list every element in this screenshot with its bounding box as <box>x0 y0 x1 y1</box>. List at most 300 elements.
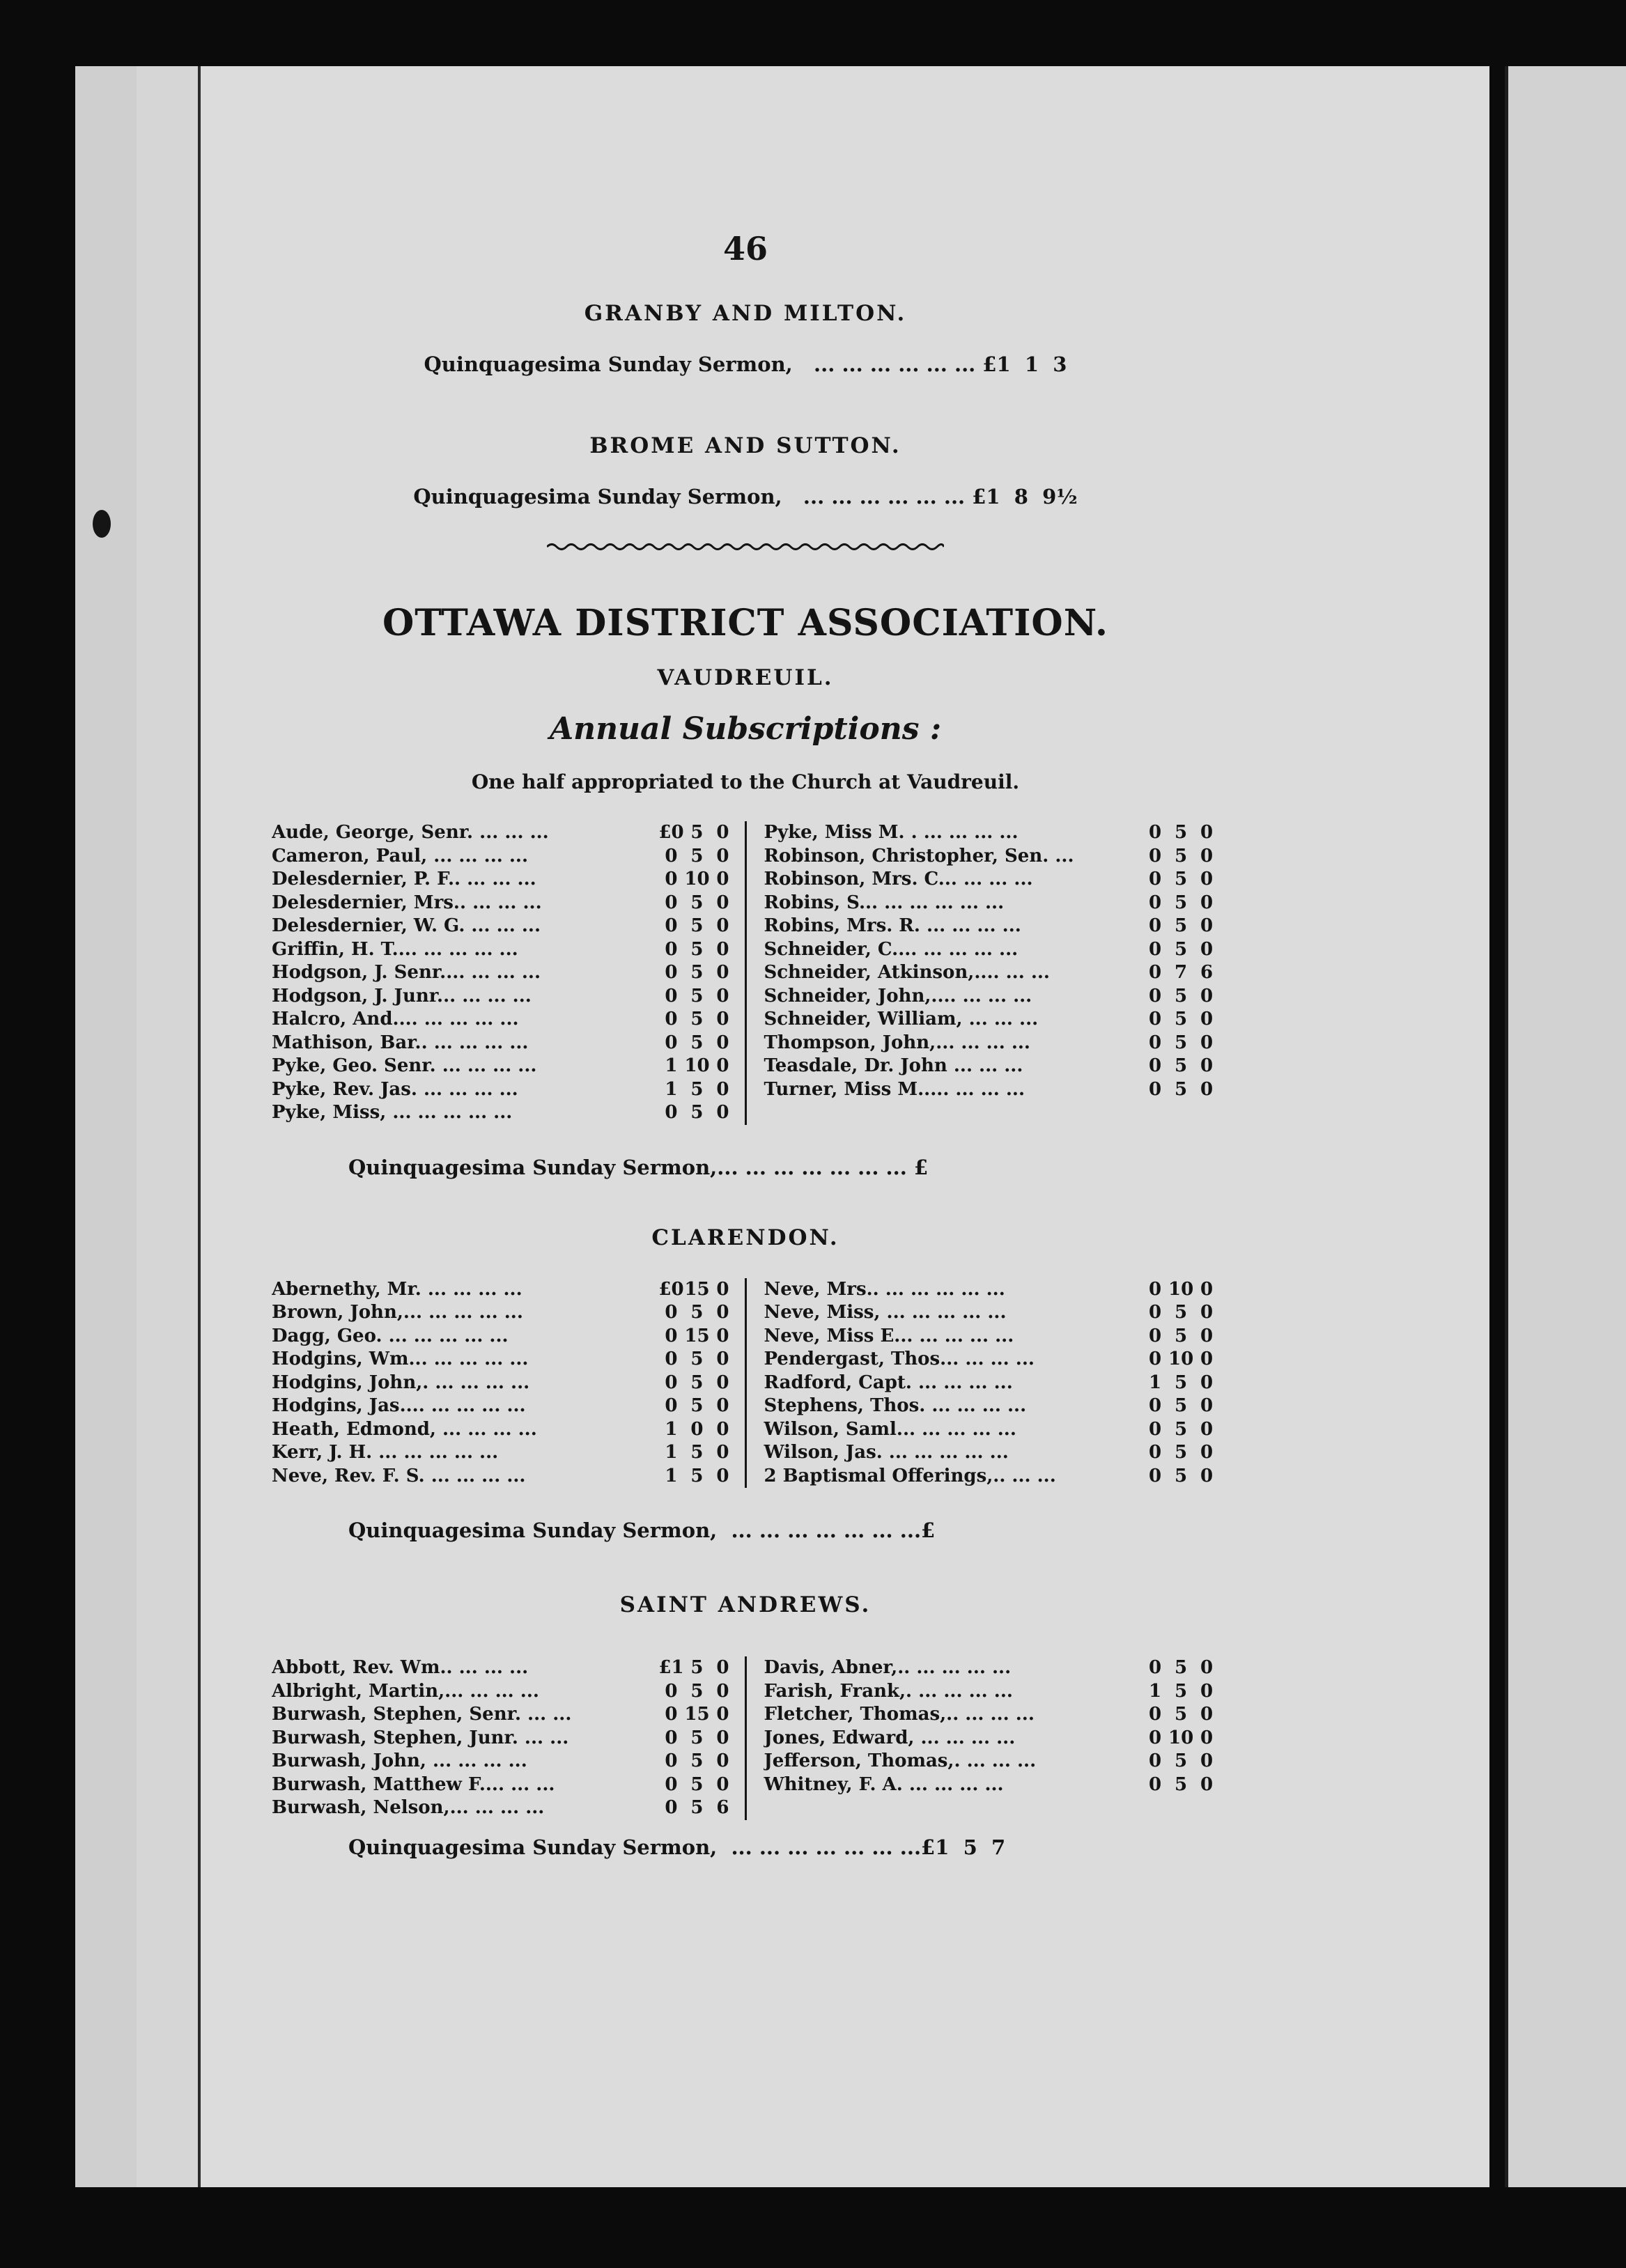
amount-pounds: 0 <box>665 1750 678 1771</box>
subscriber-name: Farish, Frank,. ... ... ... ... <box>764 1680 1013 1702</box>
amount-pounds: 0 <box>665 1372 678 1393</box>
amount-pence: 0 <box>1200 1009 1214 1030</box>
amount-shillings: 5 <box>1174 938 1188 960</box>
amount-pounds: 0 <box>1148 869 1162 890</box>
subscriber-row <box>272 1418 735 1442</box>
subscriber-name: Neve, Rev. F. S. ... ... ... ... <box>272 1465 526 1486</box>
amount-pounds: 1 <box>1148 1372 1162 1393</box>
subscriber-row <box>272 1441 735 1465</box>
amount-shillings: 5 <box>1174 1032 1188 1053</box>
amount-shillings: 5 <box>690 845 704 867</box>
amount-pence: 0 <box>716 1395 729 1416</box>
saint-andrews-left-column <box>272 1656 747 1820</box>
subscriber-row <box>272 1727 735 1750</box>
subscription-amount <box>1143 1703 1219 1727</box>
amount-pence: 0 <box>1200 869 1214 890</box>
amount-pence: 0 <box>716 1773 729 1795</box>
subscriber-name: Pyke, Miss, ... ... ... ... ... <box>272 1102 513 1123</box>
amount-pence: 0 <box>1200 915 1214 936</box>
amount-shillings: 10 <box>684 1055 710 1076</box>
subscriber-name: Robins, Mrs. R. ... ... ... ... <box>764 915 1021 936</box>
subscription-amount <box>1143 821 1219 845</box>
subscription-amount <box>658 1656 735 1680</box>
subscriber-row <box>272 1325 735 1349</box>
amount-shillings: 5 <box>1174 1442 1188 1463</box>
subscription-amount <box>1143 1372 1219 1395</box>
amount-pence: 0 <box>716 1704 729 1725</box>
subscriber-row <box>272 1773 735 1797</box>
subscriber-name: Pyke, Rev. Jas. ... ... ... ... <box>272 1078 518 1100</box>
amount-shillings: 5 <box>1174 1657 1188 1678</box>
amount-pounds: 0 <box>665 1102 678 1123</box>
amount-pounds: 0 <box>1148 845 1162 867</box>
subscription-amount <box>658 1465 735 1489</box>
subscriber-row <box>272 1703 735 1727</box>
amount-shillings: 15 <box>684 1325 710 1346</box>
amount-pence: 0 <box>1200 1395 1214 1416</box>
subscriber-name: Davis, Abner,.. ... ... ... ... <box>764 1657 1012 1678</box>
amount-pence: 6 <box>716 1797 729 1818</box>
subscriber-row <box>764 1703 1219 1727</box>
subscriber-name: Burwash, John, ... ... ... ... <box>272 1750 527 1771</box>
vaudreuil-sermon: Quinquagesima Sunday Sermon,... ... ... ... ... ... ... £ <box>348 1155 929 1179</box>
subscription-amount <box>1143 1008 1219 1032</box>
subscriber-name: Fletcher, Thomas,.. ... ... ... <box>764 1704 1035 1725</box>
amount-shillings: 5 <box>690 1395 704 1416</box>
subscriber-name: Hodgins, Jas.... ... ... ... ... <box>272 1395 526 1416</box>
subscriber-row <box>272 961 735 985</box>
amount-shillings: 10 <box>1168 1727 1194 1748</box>
amount-pence: 0 <box>1200 1325 1214 1346</box>
amount-shillings: 15 <box>684 1278 710 1300</box>
subscription-amount <box>1143 1465 1219 1489</box>
subscriber-row <box>764 1325 1219 1349</box>
amount-pounds: 0 <box>1148 892 1162 913</box>
subscriber-name: Burwash, Stephen, Junr. ... ... <box>272 1727 569 1748</box>
amount-pence: 0 <box>1200 1773 1214 1795</box>
subscriber-name: Albright, Martin,... ... ... ... <box>272 1680 539 1702</box>
amount-pounds: 0 <box>665 938 678 960</box>
amount-pence: 0 <box>716 1680 729 1702</box>
amount-shillings: 5 <box>1174 892 1188 913</box>
subscription-amount <box>658 892 735 915</box>
amount-pence: 0 <box>1200 1055 1214 1076</box>
amount-pence: 0 <box>716 1278 729 1300</box>
subscriber-row <box>272 821 735 845</box>
subscriber-row <box>764 1773 1219 1797</box>
amount-pence: 0 <box>716 985 729 1007</box>
subscriber-name: Delesdernier, W. G. ... ... ... <box>272 915 541 936</box>
subscriber-row <box>272 1008 735 1032</box>
subscriber-name: Stephens, Thos. ... ... ... ... <box>764 1395 1027 1416</box>
amount-pounds: 1 <box>1148 1680 1162 1702</box>
clarendon-subscriptions <box>272 1278 1219 1489</box>
amount-shillings: 5 <box>1174 1372 1188 1393</box>
amount-shillings: 5 <box>690 1465 704 1486</box>
amount-shillings: 5 <box>1174 1055 1188 1076</box>
amount-pence: 0 <box>1200 1727 1214 1748</box>
subscription-amount <box>658 1796 735 1820</box>
amount-pence: 0 <box>716 915 729 936</box>
amount-pounds: 0 <box>1148 1395 1162 1416</box>
subscriber-name: Schneider, Atkinson,.... ... ... <box>764 962 1050 983</box>
amount-shillings: 5 <box>1174 1465 1188 1486</box>
subscriber-name: Neve, Mrs.. ... ... ... ... ... <box>764 1278 1005 1300</box>
subscriber-row <box>764 1465 1219 1489</box>
subscriber-name: Neve, Miss, ... ... ... ... ... <box>764 1302 1007 1323</box>
amount-pence: 0 <box>1200 1680 1214 1702</box>
amount-pence: 0 <box>716 1102 729 1123</box>
amount-pence: 0 <box>1200 845 1214 867</box>
subscriber-row <box>764 868 1219 892</box>
subscriber-name: Pyke, Geo. Senr. ... ... ... ... <box>272 1055 537 1076</box>
subscriber-name: Wilson, Jas. ... ... ... ... ... <box>764 1442 1009 1463</box>
subscriber-row <box>764 1750 1219 1773</box>
subscription-amount <box>658 985 735 1009</box>
subscriber-name: Abernethy, Mr. ... ... ... ... <box>272 1278 522 1300</box>
amount-shillings: 5 <box>1174 1704 1188 1725</box>
subscriber-name: Robinson, Christopher, Sen. ... <box>764 845 1074 867</box>
subscriber-name: Jefferson, Thomas,. ... ... ... <box>764 1750 1037 1771</box>
amount-shillings: 5 <box>690 822 704 843</box>
subscription-amount <box>1143 1055 1219 1078</box>
subscription-amount <box>658 1032 735 1055</box>
amount-shillings: 5 <box>690 962 704 983</box>
amount-pounds: 1 <box>665 1442 678 1463</box>
amount-shillings: 5 <box>690 1680 704 1702</box>
subscriber-name: Delesdernier, Mrs.. ... ... ... <box>272 892 542 913</box>
amount-pounds: £0 <box>658 1278 684 1300</box>
amount-shillings: 5 <box>1174 1078 1188 1100</box>
amount-shillings: 5 <box>690 1009 704 1030</box>
granby-sermon: Quinquagesima Sunday Sermon, ... ... ... ... ... ... £1 1 3 <box>424 352 1067 376</box>
subscriber-row <box>764 1372 1219 1395</box>
amount-pounds: 0 <box>665 845 678 867</box>
subscriber-row <box>764 985 1219 1009</box>
subscriber-row <box>764 1055 1219 1078</box>
vaudreuil-note: One half appropriated to the Church at Vaudreuil. <box>471 770 1020 793</box>
subscriber-row <box>764 1727 1219 1750</box>
amount-shillings: 5 <box>690 915 704 936</box>
amount-pounds: 0 <box>1148 1773 1162 1795</box>
subscriber-row <box>272 915 735 938</box>
amount-pence: 0 <box>1200 1032 1214 1053</box>
subscriber-row <box>764 915 1219 938</box>
subscriber-name: Jones, Edward, ... ... ... ... <box>764 1727 1016 1748</box>
binding-strip <box>75 66 139 2187</box>
subscriber-row <box>764 1348 1219 1372</box>
amount-pence: 0 <box>1200 1465 1214 1486</box>
amount-pounds: 0 <box>1148 1750 1162 1771</box>
vaudreuil-right-column <box>747 821 1219 1125</box>
subscriber-row <box>764 961 1219 985</box>
amount-pence: 0 <box>716 1418 729 1440</box>
subscriber-row <box>272 1750 735 1773</box>
subscriber-row <box>272 985 735 1009</box>
amount-shillings: 5 <box>1174 1302 1188 1323</box>
amount-shillings: 5 <box>690 1773 704 1795</box>
clarendon-sermon: Quinquagesima Sunday Sermon, ... ... ... ... ... ... ...£ <box>348 1519 936 1542</box>
amount-pounds: £0 <box>658 822 684 843</box>
amount-shillings: 5 <box>690 1442 704 1463</box>
subscriber-row <box>272 1078 735 1102</box>
subscription-amount <box>1143 1301 1219 1325</box>
amount-shillings: 5 <box>1174 1773 1188 1795</box>
subscriber-row <box>272 1032 735 1055</box>
subscriber-name: Teasdale, Dr. John ... ... ... <box>764 1055 1023 1076</box>
amount-shillings: 5 <box>690 1102 704 1123</box>
amount-pence: 0 <box>1200 1372 1214 1393</box>
amount-shillings: 5 <box>1174 869 1188 890</box>
subscriber-row <box>764 821 1219 845</box>
subscriber-row <box>272 1656 735 1680</box>
subscriber-row <box>272 845 735 869</box>
amount-pence: 0 <box>716 1442 729 1463</box>
amount-pence: 0 <box>716 962 729 983</box>
amount-pence: 0 <box>1200 822 1214 843</box>
subscriber-row <box>272 1372 735 1395</box>
subscriber-row <box>272 1101 735 1125</box>
amount-pounds: 0 <box>1148 938 1162 960</box>
amount-pounds: 0 <box>1148 1032 1162 1053</box>
amount-shillings: 5 <box>1174 1750 1188 1771</box>
amount-pounds: 0 <box>1148 1465 1162 1486</box>
subscriber-name: Heath, Edmond, ... ... ... ... <box>272 1418 537 1440</box>
subscriber-name: Mathison, Bar.. ... ... ... ... <box>272 1032 529 1053</box>
subscription-amount <box>658 1773 735 1797</box>
amount-shillings: 15 <box>684 1704 710 1725</box>
amount-pounds: £1 <box>658 1657 684 1678</box>
subscription-amount <box>1143 845 1219 869</box>
subscription-amount <box>658 1727 735 1750</box>
subscriber-row <box>764 938 1219 962</box>
amount-pounds: 1 <box>665 1055 678 1076</box>
subscriber-row <box>272 1680 735 1704</box>
subscription-amount <box>1143 868 1219 892</box>
amount-pounds: 0 <box>1148 1418 1162 1440</box>
saint-andrews-right-column <box>747 1656 1219 1820</box>
amount-shillings: 5 <box>690 1727 704 1748</box>
subscription-amount <box>1143 1727 1219 1750</box>
amount-pence: 0 <box>716 1302 729 1323</box>
subscriber-name: Robins, S... ... ... ... ... ... <box>764 892 1005 913</box>
subscriber-name: Burwash, Nelson,... ... ... ... <box>272 1797 545 1818</box>
next-page-edge <box>1505 66 1626 2187</box>
subscriber-name: Radford, Capt. ... ... ... ... <box>764 1372 1013 1393</box>
amount-shillings: 5 <box>1174 822 1188 843</box>
amount-shillings: 5 <box>1174 845 1188 867</box>
amount-pounds: 0 <box>665 1009 678 1030</box>
subscriber-row <box>272 1348 735 1372</box>
subscriber-row <box>764 845 1219 869</box>
amount-pence: 0 <box>716 1349 729 1369</box>
subscriber-row <box>272 1055 735 1078</box>
subscription-amount <box>1143 1348 1219 1372</box>
subscription-amount <box>658 1680 735 1704</box>
amount-pounds: 0 <box>1148 822 1162 843</box>
amount-pence: 0 <box>716 869 729 890</box>
amount-pence: 0 <box>716 892 729 913</box>
amount-pence: 6 <box>1200 962 1214 983</box>
subscription-amount <box>658 845 735 869</box>
subscriber-name: Schneider, William, ... ... ... <box>764 1009 1039 1030</box>
amount-pounds: 0 <box>665 915 678 936</box>
subscriber-name: Dagg, Geo. ... ... ... ... ... <box>272 1325 509 1346</box>
amount-shillings: 7 <box>1174 962 1188 983</box>
amount-pence: 0 <box>716 1727 729 1748</box>
subscriber-name: Whitney, F. A. ... ... ... ... <box>764 1773 1004 1795</box>
amount-pence: 0 <box>1200 985 1214 1007</box>
subscriber-row <box>764 892 1219 915</box>
amount-pounds: 0 <box>665 962 678 983</box>
amount-pounds: 0 <box>665 1325 678 1346</box>
ink-blot <box>93 510 111 538</box>
amount-pence: 0 <box>1200 1442 1214 1463</box>
subscription-amount <box>658 1008 735 1032</box>
amount-pence: 0 <box>716 845 729 867</box>
amount-pence: 0 <box>1200 1302 1214 1323</box>
saint-andrews-sermon: Quinquagesima Sunday Sermon, ... ... ... ... ... ... ...£1 5 7 <box>348 1835 1006 1859</box>
subscriber-name: Brown, John,... ... ... ... ... <box>272 1302 523 1323</box>
subscription-amount <box>658 1372 735 1395</box>
subscriber-row <box>764 1680 1219 1704</box>
subscription-amount <box>1143 1441 1219 1465</box>
amount-shillings: 0 <box>690 1418 704 1440</box>
amount-pounds: 0 <box>665 1704 678 1725</box>
brome-sermon: Quinquagesima Sunday Sermon, ... ... ... ... ... ... £1 8 9½ <box>413 485 1078 508</box>
annual-subscriptions-heading: Annual Subscriptions : <box>549 711 942 747</box>
subscription-amount <box>658 1418 735 1442</box>
subscription-amount <box>1143 915 1219 938</box>
amount-shillings: 5 <box>690 1750 704 1771</box>
amount-pounds: 0 <box>1148 1078 1162 1100</box>
subscription-amount <box>1143 1750 1219 1773</box>
amount-pence: 0 <box>716 822 729 843</box>
amount-pounds: 1 <box>665 1418 678 1440</box>
amount-pence: 0 <box>1200 1278 1214 1300</box>
page-content <box>272 230 1219 1859</box>
subscriber-row <box>272 1796 735 1820</box>
amount-pence: 0 <box>1200 1078 1214 1100</box>
subscriber-name: Halcro, And.... ... ... ... ... <box>272 1009 519 1030</box>
amount-pence: 0 <box>1200 1750 1214 1771</box>
subscription-amount <box>1143 1032 1219 1055</box>
subscription-amount <box>1143 1395 1219 1418</box>
subscriber-name: Hodgson, J. Senr.... ... ... ... <box>272 962 541 983</box>
amount-shillings: 5 <box>690 1657 704 1678</box>
amount-shillings: 5 <box>690 1078 704 1100</box>
amount-pence: 0 <box>1200 892 1214 913</box>
subscription-amount <box>1143 892 1219 915</box>
subscriber-row <box>764 1441 1219 1465</box>
amount-pounds: 0 <box>665 1395 678 1416</box>
amount-shillings: 10 <box>1168 1278 1194 1300</box>
subscriber-row <box>764 1078 1219 1102</box>
subscription-amount <box>1143 961 1219 985</box>
subscriber-name: Hodgins, John,. ... ... ... ... <box>272 1372 530 1393</box>
granby-title: GRANBY AND MILTON. <box>584 301 907 326</box>
subscriber-row <box>272 1465 735 1489</box>
saint-andrews-subscriptions <box>272 1656 1219 1820</box>
amount-pounds: 0 <box>665 1797 678 1818</box>
subscriber-row <box>764 1418 1219 1442</box>
subscriber-name: Schneider, John,.... ... ... ... <box>764 985 1032 1007</box>
subscriber-name: Turner, Miss M..... ... ... ... <box>764 1078 1025 1100</box>
subscription-amount <box>658 961 735 985</box>
subscriber-row <box>764 1032 1219 1055</box>
amount-pounds: 0 <box>1148 985 1162 1007</box>
vaudreuil-title: VAUDREUIL. <box>657 665 834 690</box>
amount-shillings: 5 <box>690 1797 704 1818</box>
subscription-amount <box>1143 1680 1219 1704</box>
subscriber-name: Wilson, Saml... ... ... ... ... <box>764 1418 1016 1440</box>
subscriber-row <box>764 1656 1219 1680</box>
subscriber-name: Abbott, Rev. Wm.. ... ... ... <box>272 1657 529 1678</box>
amount-pounds: 0 <box>665 1680 678 1702</box>
amount-shillings: 5 <box>1174 1325 1188 1346</box>
amount-pounds: 0 <box>665 985 678 1007</box>
subscription-amount <box>658 938 735 962</box>
saint-andrews-title: SAINT ANDREWS. <box>619 1592 872 1617</box>
subscription-amount <box>1143 1656 1219 1680</box>
amount-shillings: 5 <box>1174 1009 1188 1030</box>
subscription-amount <box>658 1441 735 1465</box>
subscriber-name: Thompson, John,... ... ... ... <box>764 1032 1030 1053</box>
subscriber-name: Robinson, Mrs. C... ... ... ... <box>764 869 1033 890</box>
subscription-amount <box>1143 1325 1219 1349</box>
subscriber-name: Burwash, Stephen, Senr. ... ... <box>272 1704 572 1725</box>
subscriber-row <box>272 1395 735 1418</box>
amount-pounds: 0 <box>1148 962 1162 983</box>
vaudreuil-left-column <box>272 821 747 1125</box>
subscriber-row <box>764 1395 1219 1418</box>
amount-shillings: 5 <box>690 1032 704 1053</box>
amount-pence: 0 <box>716 1009 729 1030</box>
subscriber-row <box>272 1301 735 1325</box>
amount-pence: 0 <box>716 938 729 960</box>
clarendon-title: CLARENDON. <box>651 1225 839 1250</box>
subscription-amount <box>1143 938 1219 962</box>
subscriber-name: Hodgins, Wm... ... ... ... ... <box>272 1349 529 1369</box>
amount-pounds: 0 <box>665 1773 678 1795</box>
subscription-amount <box>658 1395 735 1418</box>
subscriber-name: Pyke, Miss M. . ... ... ... ... <box>764 822 1019 843</box>
subscription-amount <box>1143 1278 1219 1302</box>
amount-pounds: 0 <box>1148 1278 1162 1300</box>
subscription-amount <box>658 1325 735 1349</box>
subscription-amount <box>658 821 735 845</box>
subscriber-name: Schneider, C.... ... ... ... ... <box>764 938 1019 960</box>
subscriber-row <box>764 1278 1219 1302</box>
subscription-amount <box>658 1055 735 1078</box>
subscription-amount <box>658 868 735 892</box>
binding-strip-inner <box>137 66 201 2187</box>
amount-pounds: 0 <box>1148 1009 1162 1030</box>
amount-shillings: 5 <box>1174 915 1188 936</box>
subscription-amount <box>658 1703 735 1727</box>
clarendon-left-column <box>272 1278 747 1489</box>
subscriber-row <box>272 868 735 892</box>
subscription-amount <box>658 1348 735 1372</box>
subscriber-name: Kerr, J. H. ... ... ... ... ... <box>272 1442 499 1463</box>
subscription-amount <box>1143 1418 1219 1442</box>
amount-pence: 0 <box>1200 1349 1214 1369</box>
amount-shillings: 5 <box>690 1349 704 1369</box>
amount-shillings: 5 <box>1174 1680 1188 1702</box>
amount-pounds: 1 <box>665 1465 678 1486</box>
amount-shillings: 5 <box>1174 1418 1188 1440</box>
subscriber-row <box>272 1278 735 1302</box>
